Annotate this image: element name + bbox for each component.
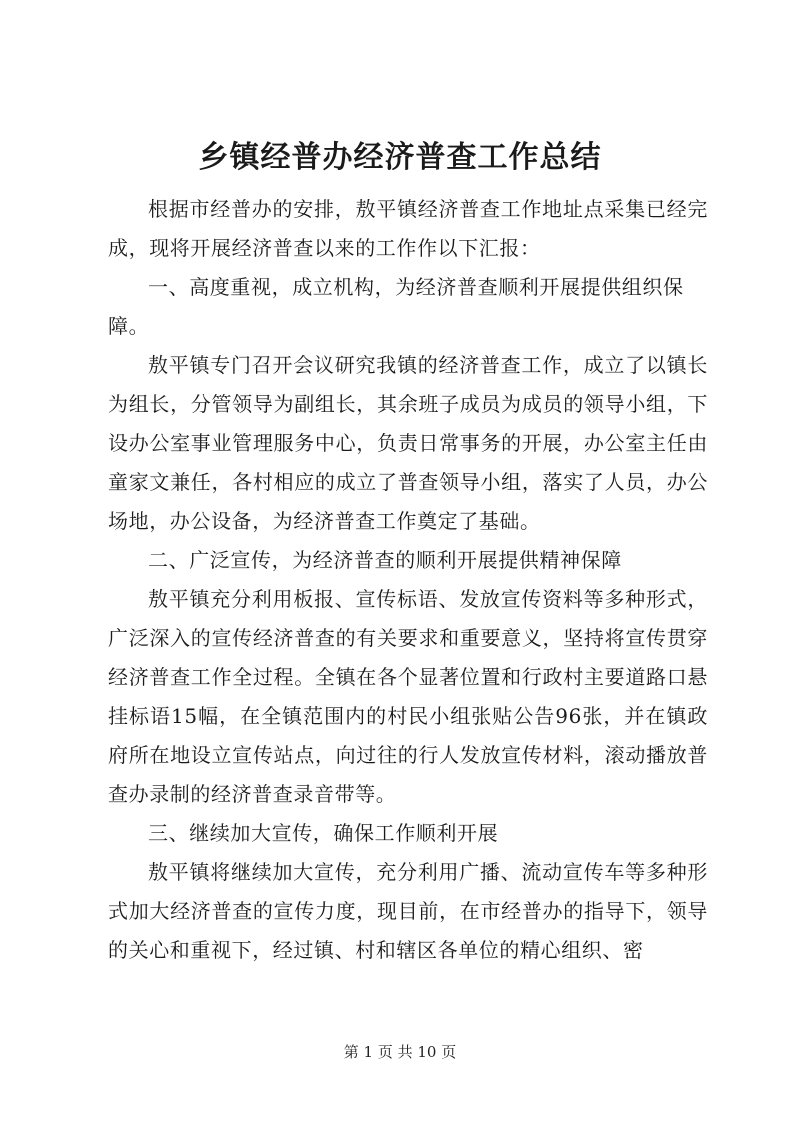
paragraph-section-2: 敖平镇充分利用板报、宣传标语、发放宣传资料等多种形式，广泛深入的宣传经济普查的有关要求和重要意义，坚持将宣传贯穿经济普查工作全过程。全镇在各个显著位置和行政村主要道路口悬挂标语15幅，在全镇范围内的村民小组张贴公告96张，并在镇政府所在地设立宣传站点，向过往的行人发放宣传材料，滚动播放普查办录制的经济普查录音带等。 <box>108 587 708 806</box>
section-heading-1: 一、高度重视，成立机构，为经济普查顺利开展提供组织保障。 <box>108 275 684 338</box>
paragraph-section-3: 敖平镇将继续加大宣传，充分利用广播、流动宣传车等多种形式加大经济普查的宣传力度，现目前，在市经普办的指导下，领导的关心和重视下，经过镇、村和辖区各单位的精心组织、密 <box>108 860 708 962</box>
paragraph-section-1: 敖平镇专门召开会议研究我镇的经济普查工作，成立了以镇长为组长，分管领导为副组长，其余班子成员为成员的领导小组，下设办公室事业管理服务中心，负责日常事务的开展，办公室主任由童家文兼任，各村相应的成立了普查领导小组，落实了人员，办公场地，办公设备，为经济普查工作奠定了基础。 <box>108 353 708 533</box>
paragraph-intro: 根据市经普办的安排，敖平镇经济普查工作地址点采集已经完成，现将开展经济普查以来的工作作以下汇报： <box>108 197 708 260</box>
document-body <box>108 190 708 970</box>
section-heading-3: 三、继续加大宣传，确保工作顺利开展 <box>148 821 499 845</box>
section-heading-2: 二、广泛宣传，为经济普查的顺利开展提供精神保障 <box>148 548 622 572</box>
document-title: 乡镇经普办经济普查工作总结 <box>198 140 602 175</box>
page-number-footer: 第 1 页 共 10 页 <box>343 1043 457 1061</box>
